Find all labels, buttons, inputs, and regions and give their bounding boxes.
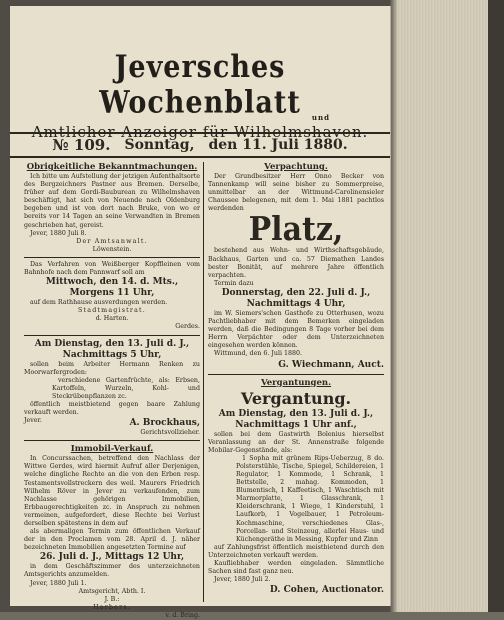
notice-garden-text: sollen beim Arbeiter Hermann Renken zu Moorwarfergroden: — [24, 360, 200, 376]
notice-transport-sig-clerk: Gerdes. — [175, 323, 200, 331]
notice-search-date: Jever, 1880 Juli 8. — [30, 229, 87, 237]
notice-lease-sig: G. Wiechmann, Auct. — [278, 359, 384, 370]
notice-immobil-when: 26. Juli d. J., Mittags 12 Uhr, — [39, 552, 185, 563]
notice-lease-text2: bestehend aus Wohn- und Wirthschaftsgebäude, Backhaus, Garten und ca. 57 Diemathen Landes bester Bonität, auf mehrere Jahre öffentlich verpachten. — [208, 247, 384, 279]
notice-auction-title: Vergantung. — [240, 388, 352, 408]
notice-auction-when-time: Nachmittags 1 Uhr anf., — [235, 419, 357, 430]
rule — [208, 374, 384, 375]
left-column — [24, 162, 200, 619]
page-edge-shadow — [390, 0, 398, 612]
notice-search-text: Ich bitte um Aufstellung der jetzigen Aufenthaltsorte des Bergzeichners Pastner aus Bremen. Derselbe, früher auf dem Gordi-Bauburean zu Wilhelmshaven beschäftigt, hat sich von Neuende nach Oldenburg begeben und ist von dort nach Bruke, von wo er bereits vor 14 Tagen an seine Verwandten in Bremen geschrieben hat, gereist. — [24, 173, 200, 229]
notice-immobil-text: In Concurssachen, betreffend den Nachlass der Wittwe Gerdes, wird hiermit Aufruf aller Derjenigen, welche dingliche Rechte an die von den Erben resp. Testamentsvollstreckern des weil. Maurers Friedrich Wilhelm Röver in Jever zu verkaufenden, zum Nachlasse gehörigen Immobilien, Erbbaugerechtigkeiten zc. in Anspruch zu nehmen vermeinen, aufgefordert, diese Rechte bei Verlust derselben spätestens in dem auf — [24, 455, 200, 527]
notice-search-sig-office: Der Amtsanwalt. — [76, 237, 148, 245]
notice-garden-text2: öffentlich meistbietend gegen baare Zahlung verkauft werden. — [24, 400, 200, 417]
left-heading-immobil: Immobil-Verkauf. — [70, 444, 154, 455]
notice-transport-sig-name: d. Harten. — [95, 315, 129, 323]
notice-immobil-date: Jever, 1880 Juli 1. — [30, 579, 87, 587]
notice-transport-when-day: Mittwoch, den 14. d. Mts., — [45, 277, 179, 288]
notice-garden-when-day: Am Dienstag, den 13. Juli d. J., — [34, 338, 190, 349]
notice-garden-signature — [24, 417, 200, 429]
notice-garden-items: verschiedene Gartenfrüchte, als: Erbsen, Kartoffeln, Wurzeln, Kohl- und Steckrübenpflanzen zc. — [52, 376, 200, 400]
notice-lease-when-day: Donnerstag, den 22. Juli d. J., — [221, 287, 371, 298]
notice-immobil-sig-court: Amtsgericht, Abth. I. — [78, 587, 146, 595]
notice-lease-text3: im W. Siemers'schen Gasthofe zu Otterhusen, wozu Pachtliebhaber mit dem Bemerken eingeladen werden, daß die Bedingungen 8 Tage vorher bei dem Herrn Verpächter oder dem Unterzeichneten eingesehen werden können. — [208, 309, 384, 350]
masthead-und: und — [311, 113, 330, 122]
notice-lease-date: Wittmund, den 6. Juli 1880. — [214, 350, 303, 358]
notice-garden-when-time: Nachmittags 5 Uhr, — [62, 349, 162, 360]
issue-day: Sonntag, — [124, 137, 195, 153]
notice-immobil-sig-jb: J. B.: — [104, 595, 120, 603]
masthead — [10, 49, 390, 141]
notice-immobil-text3: in dem Geschäftszimmer des unterzeichneten Amtsgerichts anzumelden. — [24, 563, 200, 579]
issue-date: den 11. Juli 1880. — [208, 137, 348, 153]
notice-transport-sig-office: Stadtmagistrat. — [78, 307, 146, 315]
notice-lease-text: Der Grundbesitzer Herr Onno Becker von Tannenkamp will seine bisher zu Sommerpreise, unmittelbar an der Wittmund-Carolinensieler Chaussee belegenen, mit dem 1. Mai 1881 pachtlos werdenden — [208, 173, 384, 213]
notice-transport-text2: auf dem Rathhause ausverdungen werden. — [30, 299, 168, 307]
notice-garden-place: Jever. — [24, 417, 42, 425]
right-heading-auctions: Vergantungen. — [260, 377, 332, 388]
notice-auction-when-day: Am Dienstag, den 13. Juli d. J., — [218, 408, 374, 419]
notice-garden-sig-name: A. Brockhaus, — [129, 418, 200, 429]
masthead-title: Jeversches Wochenblatt — [99, 49, 301, 121]
rule — [24, 440, 200, 441]
book-page-edges — [390, 0, 504, 612]
notice-search-sig-name: Löwenstein. — [92, 245, 132, 253]
rule — [24, 335, 200, 336]
notice-garden-sig-title: Gerichtsvollzieher. — [140, 429, 200, 437]
notice-auction-text: sollen bei dem Gastwirth Bolenius hierselbst Veranlassung an der St. Annenstraße folgende Mobilar-Gegenstände, als: — [208, 430, 384, 454]
notice-auction-text2: auf Zahlungsfrist öffentlich meistbietend durch den Unterzeichneten verkauft werden. — [208, 543, 384, 559]
issue-number: № 109. — [52, 136, 111, 154]
book-binding — [488, 0, 504, 612]
masthead-subtitle-text: Amtlicher Anzeiger für Wilhelmshaven. — [31, 123, 369, 141]
notice-lease-when-time: Nachmittags 4 Uhr, — [246, 298, 346, 309]
left-heading-official: Obrigkeitliche Bekanntmachungen. — [26, 162, 198, 172]
newspaper-page — [10, 6, 390, 619]
notice-auction-sig: D. Cohen, Auctionator. — [269, 585, 384, 596]
notice-transport-when-time: Morgens 11 Uhr, — [69, 288, 155, 299]
notice-immobil-sig-name: Harbers. — [93, 603, 131, 611]
notice-lease-term: Termin dazu — [214, 279, 254, 287]
issue-line — [10, 132, 390, 158]
column-divider — [203, 162, 204, 602]
notice-immobil-text2: als abermaligen Termin zum öffentlichen Verkauf der in den Proclamen vom 28. April d. J. näher bezeichneten Immobilien angesetzten Termine auf — [24, 528, 200, 552]
notice-auction-date: Jever, 1880 Juli 2. — [214, 576, 271, 584]
notice-immobil-sig-clerk: v. d. Bring. — [165, 611, 200, 619]
rule — [24, 257, 200, 258]
notice-lease-platz: Platz, — [248, 210, 344, 250]
right-heading-lease: Verpachtung. — [264, 162, 328, 172]
notice-auction-text3: Kaufliebhaber werden eingeladen. Sämmtliche Sachen sind fast ganz neu. — [208, 560, 384, 576]
right-column — [208, 162, 384, 602]
notice-auction-items: 1 Sopha mit grünem Rips-Ueberzug, 8 do. Polsterstühle, Tische, Spiegel, Schildereien, 1 Regulator, 1 Kommode, 1 Schrank, 1 Bettstelle, 2 mahag. Kommoden, 1 Blumentisch, 1 Kaffeetisch, 1 Waschtisch mit Marmorplatte, 1 Glasschrank, 1 Kleiderschrank, 1 Wiege, 1 Kinderstuhl, 1 Laufkorb, 1 Vogelbauer, 1 Petroleum-Kochmaschine, verschiedenes Glas-, Porcellan- und Steinzeug, allerlei Haus- und Küchengeräthe in Messing, Kupfer und Zinn — [236, 454, 384, 543]
notice-transport-text: Das Verfahren von Weißberger Kopffleinen vom Bahnhofe nach dem Pannwarf soll am — [24, 260, 200, 277]
